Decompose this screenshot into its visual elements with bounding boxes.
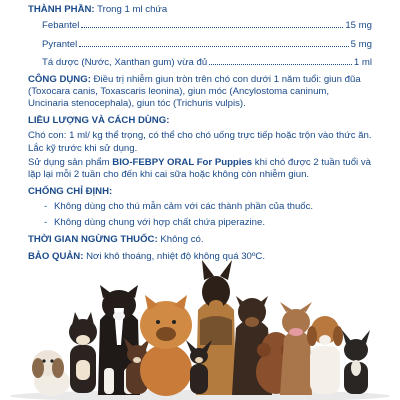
uses-heading: CÔNG DỤNG: bbox=[28, 73, 91, 85]
dosage-p2-start: Sử dụng sản phẩm bbox=[28, 157, 113, 169]
withdrawal-text: Không có. bbox=[157, 234, 204, 246]
uses-section bbox=[28, 74, 372, 111]
ingredient-name: Pyrantel bbox=[42, 38, 78, 50]
ingredient-amount: 1 ml bbox=[353, 57, 372, 69]
ingredient-row-pyrantel bbox=[42, 39, 372, 51]
french-bulldog-figure bbox=[342, 330, 370, 394]
dosage-p2-end: khi chó được 2 tuần tuổi và lặp lại mỗi 2 tuần cho đến khi cai sữa hoặc không còn nhiễm giun. bbox=[28, 157, 371, 181]
ingredient-row-febantel bbox=[42, 20, 372, 32]
dosage-paragraph-2 bbox=[28, 157, 372, 182]
dogs-group-illustration bbox=[0, 250, 400, 400]
composition-heading: THÀNH PHẦN: bbox=[28, 4, 95, 15]
staffy-dog-figure bbox=[280, 302, 312, 395]
beagle-dog-figure bbox=[307, 316, 343, 394]
dosage-paragraph-1: Chó con: 1 ml/ kg thể trọng, có thể cho chó uống trực tiếp hoặc trộn vào thức ăn. Lắc kỹ trước khi sử dụng. bbox=[28, 130, 372, 154]
dot-leader bbox=[209, 64, 352, 65]
ingredient-amount: 15 mg bbox=[345, 20, 372, 32]
withdrawal-section bbox=[28, 234, 372, 246]
shih-tzu-dog-figure bbox=[32, 350, 70, 396]
composition-intro: Trong 1 ml chứa bbox=[94, 4, 168, 15]
ingredient-row-excipient bbox=[42, 57, 372, 69]
composition-header bbox=[28, 4, 372, 16]
contraindications-heading: CHỐNG CHỈ ĐỊNH: bbox=[28, 185, 113, 197]
ingredient-amount: 5 mg bbox=[350, 38, 372, 50]
withdrawal-heading: THỜI GIAN NGỪNG THUỐC: bbox=[28, 234, 158, 246]
contraindication-item: - Không dùng chung với hợp chất chứa piperazine. bbox=[44, 217, 372, 229]
shiba-dog-figure bbox=[69, 312, 97, 393]
product-name: BIO-FEBPY ORAL For Puppies bbox=[112, 157, 253, 169]
ingredient-name: Tá dược (Nước, Xanthan gum) vừa đủ bbox=[42, 57, 208, 69]
uses-text: Điều trị nhiễm giun tròn trên chó con dưới 1 năm tuổi: giun đũa (Toxocara canis, Toxascaris leonina), giun móc (Ancylostoma caninum, Uncinaria stenocephala), giun tóc (Trichuris vulpis). bbox=[28, 73, 361, 110]
storage-text: Nơi khô thoáng, nhiệt độ không quá 30ºC. bbox=[83, 250, 265, 262]
chow-chow-dog-figure bbox=[140, 295, 192, 396]
product-leaflet bbox=[28, 4, 372, 263]
dosage-heading: LIỀU LƯỢNG VÀ CÁCH DÙNG: bbox=[28, 114, 170, 126]
contraindication-item: - Không dùng cho thú mẫn cảm với các thành phần của thuốc. bbox=[44, 201, 372, 213]
contraindications-list bbox=[28, 201, 372, 229]
dot-leader bbox=[81, 27, 343, 28]
dot-leader bbox=[79, 46, 348, 47]
ingredient-name: Febantel bbox=[42, 20, 80, 32]
storage-heading: BẢO QUẢN: bbox=[28, 250, 84, 262]
